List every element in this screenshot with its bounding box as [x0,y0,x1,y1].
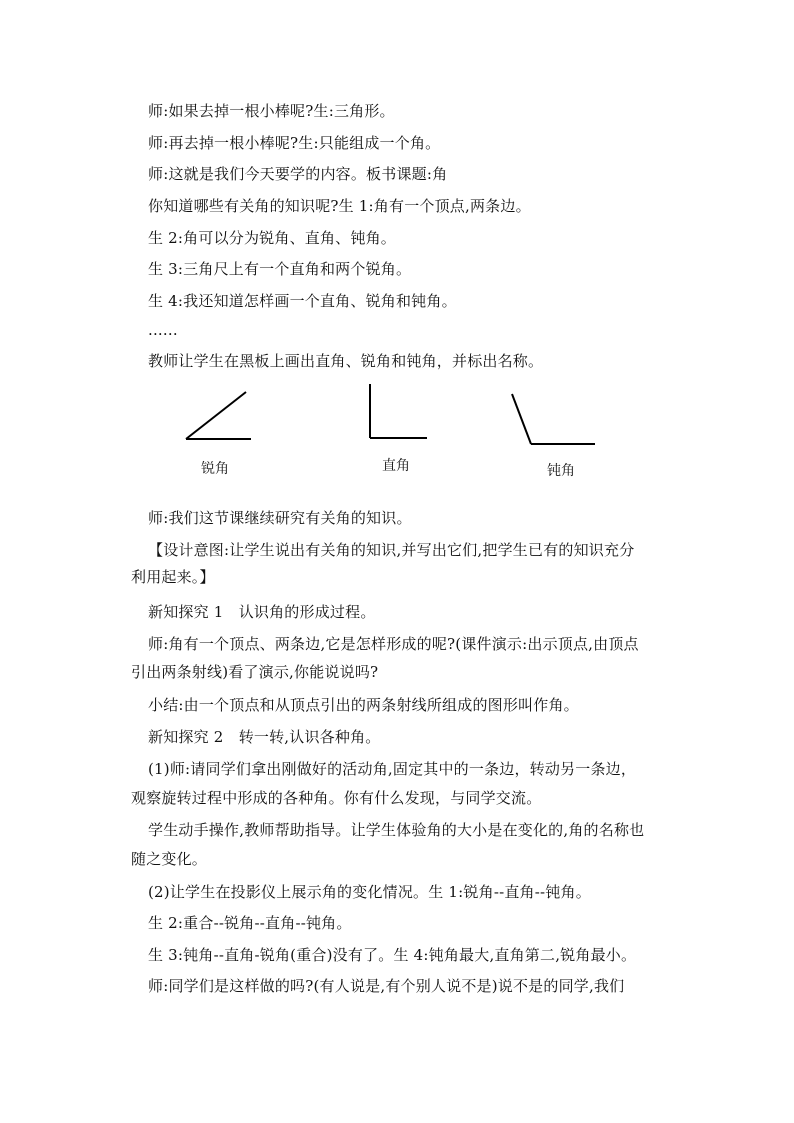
acute-angle-figure [180,385,260,445]
text-line: 师:再去掉一根小棒呢?生:只能组成一个角。 [148,134,441,152]
text-line: 你知道哪些有关角的知识呢?生 1:角有一个顶点,两条边。 [148,197,531,215]
obtuse-angle-figure [505,390,601,450]
obtuse-angle-label: 钝角 [547,463,575,479]
text-line: 师:角有一个顶点、两条边,它是怎样形成的呢?(课件演示:出示顶点,由顶点 [148,635,639,653]
text-line: 教师让学生在黑板上画出直角、锐角和钝角，并标出名称。 [148,352,544,370]
design-intent-line: 【设计意图:让学生说出有关角的知识,并写出它们,把学生已有的知识充分 [148,541,635,559]
text-line: 师:我们这节课继续研究有关角的知识。 [148,509,412,527]
right-angle-label: 直角 [382,458,410,474]
section-heading: 新知探究 1 认识角的形成过程。 [148,603,376,621]
text-line: 生 2:重合--锐角--直角--钝角。 [148,914,352,932]
text-line: 师:这就是我们今天要学的内容。板书课题:角 [148,165,448,183]
text-line: 随之变化。 [131,850,208,868]
text-line: 师:同学们是这样做的吗?(有人说是,有个别人说不是)说不是的同学,我们 [148,977,625,995]
text-line: 生 3:三角尺上有一个直角和两个锐角。 [148,260,412,278]
right-angle-figure [364,380,434,444]
text-line: 引出两条射线)看了演示,你能说说吗? [131,663,379,681]
text-line: 生 3:钝角--直角-锐角(重合)没有了。生 4:钝角最大,直角第二,锐角最小。 [148,946,637,964]
ellipsis-line: ...... [148,321,178,339]
text-line: 学生动手操作,教师帮助指导。让学生体验角的大小是在变化的,角的名称也 [148,821,645,839]
text-line: 师:如果去掉一根小棒呢?生:三角形。 [148,102,395,120]
section-heading: 新知探究 2 转一转,认识各种角。 [148,728,381,746]
text-line: (1)师:请同学们拿出刚做好的活动角,固定其中的一条边，转动另一条边， [148,760,637,778]
text-line: (2)让学生在投影仪上展示角的变化情况。生 1:锐角--直角--钝角。 [148,883,591,901]
text-line: 观察旋转过程中形成的各种角。你有什么发现，与同学交流。 [131,789,542,807]
acute-angle-label: 锐角 [201,461,229,477]
design-intent-line: 利用起来。】 [131,568,215,586]
text-line: 生 2:角可以分为锐角、直角、钝角。 [148,229,396,247]
summary-line: 小结:由一个顶点和从顶点引出的两条射线所组成的图形叫作角。 [148,696,579,714]
text-line: 生 4:我还知道怎样画一个直角、锐角和钝角。 [148,292,457,310]
